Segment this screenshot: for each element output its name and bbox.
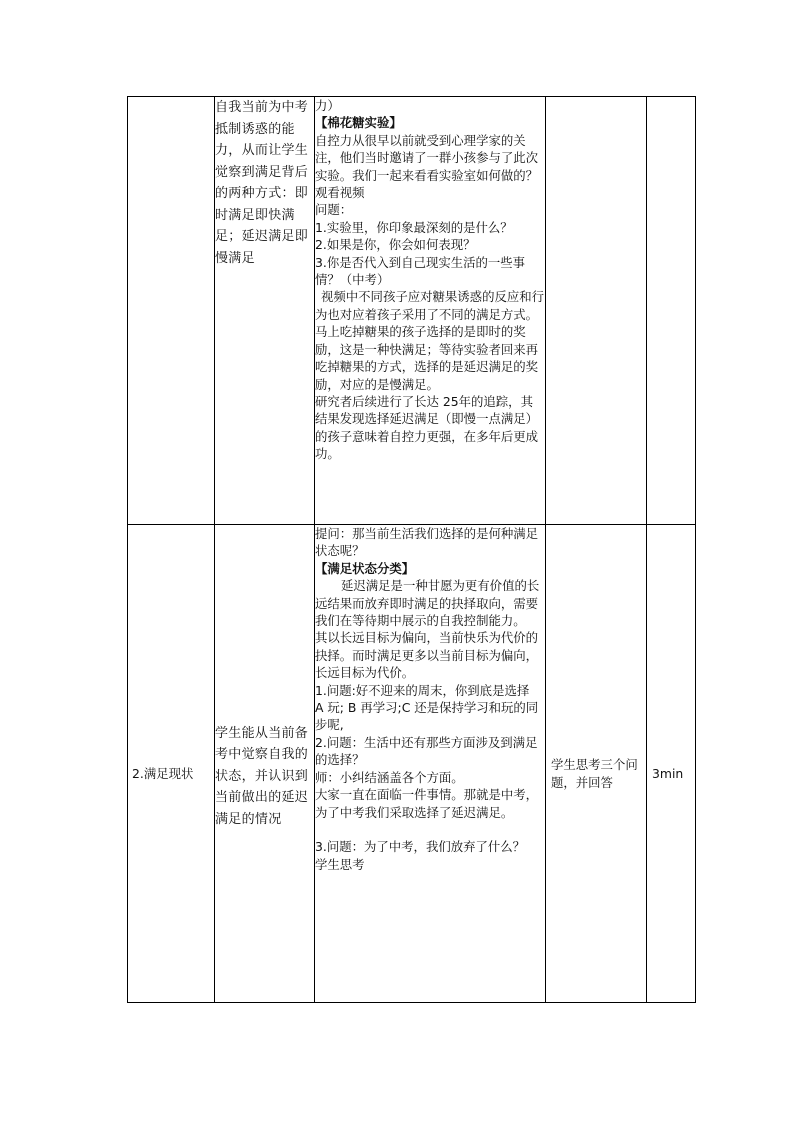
- goal-text: 自我当前为中考抵制诱惑的能力，从而让学生觉察到满足背后的两种方式：即时满足即快满足；延迟满足即慢满足: [215, 100, 309, 266]
- content-line: 力）: [315, 98, 340, 113]
- question-item: 3.问题：为了中考，我们放弃了什么？: [315, 839, 526, 855]
- question-item: 2.如果是你，你会如何表现？: [315, 237, 476, 253]
- question-item: 2.问题：生活中还有那些方面涉及到满足的选择？: [315, 734, 538, 768]
- content-line: 观看视频: [315, 185, 365, 201]
- goal-cell: [215, 97, 315, 525]
- time-cell: [647, 525, 696, 1003]
- content-paragraph: 研究者后续进行了长达 25年的追踪，其结果发现选择延迟满足（即慢一点满足）的孩子意味着自控力更强，在多年后更成功。: [315, 393, 539, 462]
- content-line: 师：小纠结涵盖各个方面。: [315, 769, 464, 785]
- content-paragraph: 提问：那当前生活我们选择的是何种满足状态呢？: [315, 526, 539, 559]
- question-item: 3.你是否代入到自己现实生活的一些事情？（中考）: [315, 254, 526, 288]
- table-row: [128, 525, 696, 1003]
- content-paragraph: 自控力从很早以前就受到心理学家的关注，他们当时邀请了一群小孩参与了此次实验。我们一起来看看实验室如何做的？: [315, 132, 539, 183]
- table-row: [128, 97, 696, 525]
- goal-text: 学生能从当前备考中觉察自我的状态，并认识到当前做出的延迟满足的情况: [215, 725, 309, 827]
- time-text: 3min: [652, 765, 684, 781]
- answer-options: A 玩; B 再学习;C 还是保持学习和玩的同步呢,: [315, 700, 539, 733]
- content-paragraph: 视频中不同孩子应对糖果诱惑的反应和行为也对应着孩子采用了不同的满足方式。马上吃掉糖果的孩子选择的是即时的奖励，这是一种快满足；等待实验者回来再吃掉糖果的方式，选择的是延迟满足的奖励，对应的是慢满足。: [315, 289, 545, 392]
- activity-cell: [546, 525, 647, 1003]
- content-line: 问题：: [315, 202, 353, 218]
- content-line: 学生思考: [315, 856, 365, 872]
- content-paragraph: 延迟满足是一种甘愿为更有价值的长远结果而放弃即时满足的抉择取向，需要我们在等待期中展示的自我控制能力。: [315, 578, 540, 629]
- activity-cell: [546, 97, 647, 525]
- lesson-plan-table: [127, 96, 696, 1003]
- section-heading: 【满足状态分类】: [315, 560, 415, 576]
- section-heading: 【棉花糖实验】: [315, 115, 402, 131]
- stage-cell: [128, 525, 215, 1003]
- content-cell: [315, 97, 546, 525]
- content-paragraph: 大家一直在面临一件事情。那就是中考，为了中考我们采取选择了延迟满足。: [315, 787, 539, 820]
- activity-text: 学生思考三个问题，并回答: [551, 756, 638, 790]
- question-item: 1.实验里，你印象最深刻的是什么？: [315, 219, 513, 235]
- stage-label: 2.满足现状: [132, 765, 194, 781]
- goal-cell: [215, 525, 315, 1003]
- content-cell: [315, 525, 546, 1003]
- spacer: [315, 821, 545, 838]
- content-paragraph: 其以长远目标为偏向，当前快乐为代价的抉择。而时满足更多以当前目标为偏向，长远目标为代价。: [315, 630, 539, 681]
- stage-cell: [128, 97, 215, 525]
- question-item: 1.问题:好不迎来的周末，你到底是选择: [315, 682, 530, 698]
- time-cell: [647, 97, 696, 525]
